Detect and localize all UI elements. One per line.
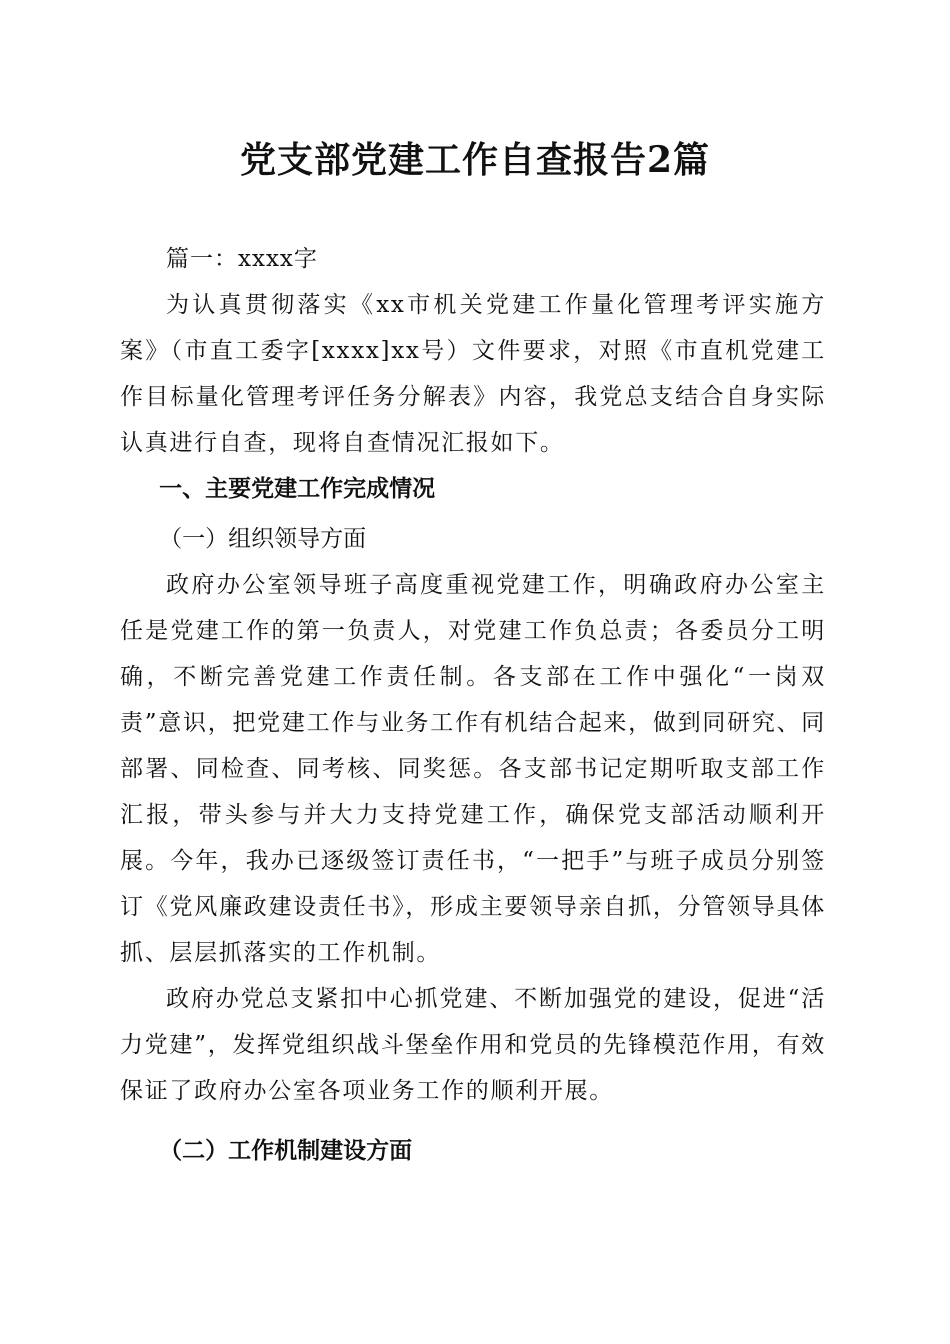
body-paragraph-1: 政府办公室领导班子高度重视党建工作，明确政府办公室主任是党建工作的第一负责人，对党建工作负总责；各委员分工明确，不断完善党建工作责任制。各支部在工作中强化“一岗双责”意识，把党建工作与业务工作有机结合起来，做到同研究、同部署、同检查、同考核、同奖惩。各支部书记定期听取支部工作汇报，带头参与并大力支持党建工作，确保党支部活动顺利开展。今年，我办已逐级签订责任书，“一把手”与班子成员分别签订《党风廉政建设责任书》，形成主要领导亲自抓，分管领导具体抓、层层抓落实的工作机制。 (120, 572, 826, 966)
document-body (120, 232, 826, 1174)
subsection-heading-1: （一）组织领导方面 (159, 526, 367, 552)
body-paragraph-2: 政府办党总支紧扣中心抓党建、不断加强党的建设，促进“活力党建”，发挥党组织战斗堡垒作用和党员的先锋模范作用，有效保证了政府办公室各项业务工作的顺利开展。 (120, 986, 826, 1104)
part-label: 篇一：xxxx字 (166, 246, 318, 272)
subsection-heading-2: （二）工作机制建设方面 (159, 1137, 413, 1164)
section-heading-1: 一、主要党建工作完成情况 (159, 476, 436, 502)
intro-paragraph: 为认真贯彻落实《xx市机关党建工作量化管理考评实施方案》（市直工委字[xxxx]xx号）文件要求，对照《市直机党建工作目标量化管理考评任务分解表》内容，我党总支结合自身实际认真进行自查，现将自查情况汇报如下。 (120, 292, 826, 456)
document-title: 党支部党建工作自查报告2篇 (239, 139, 711, 181)
